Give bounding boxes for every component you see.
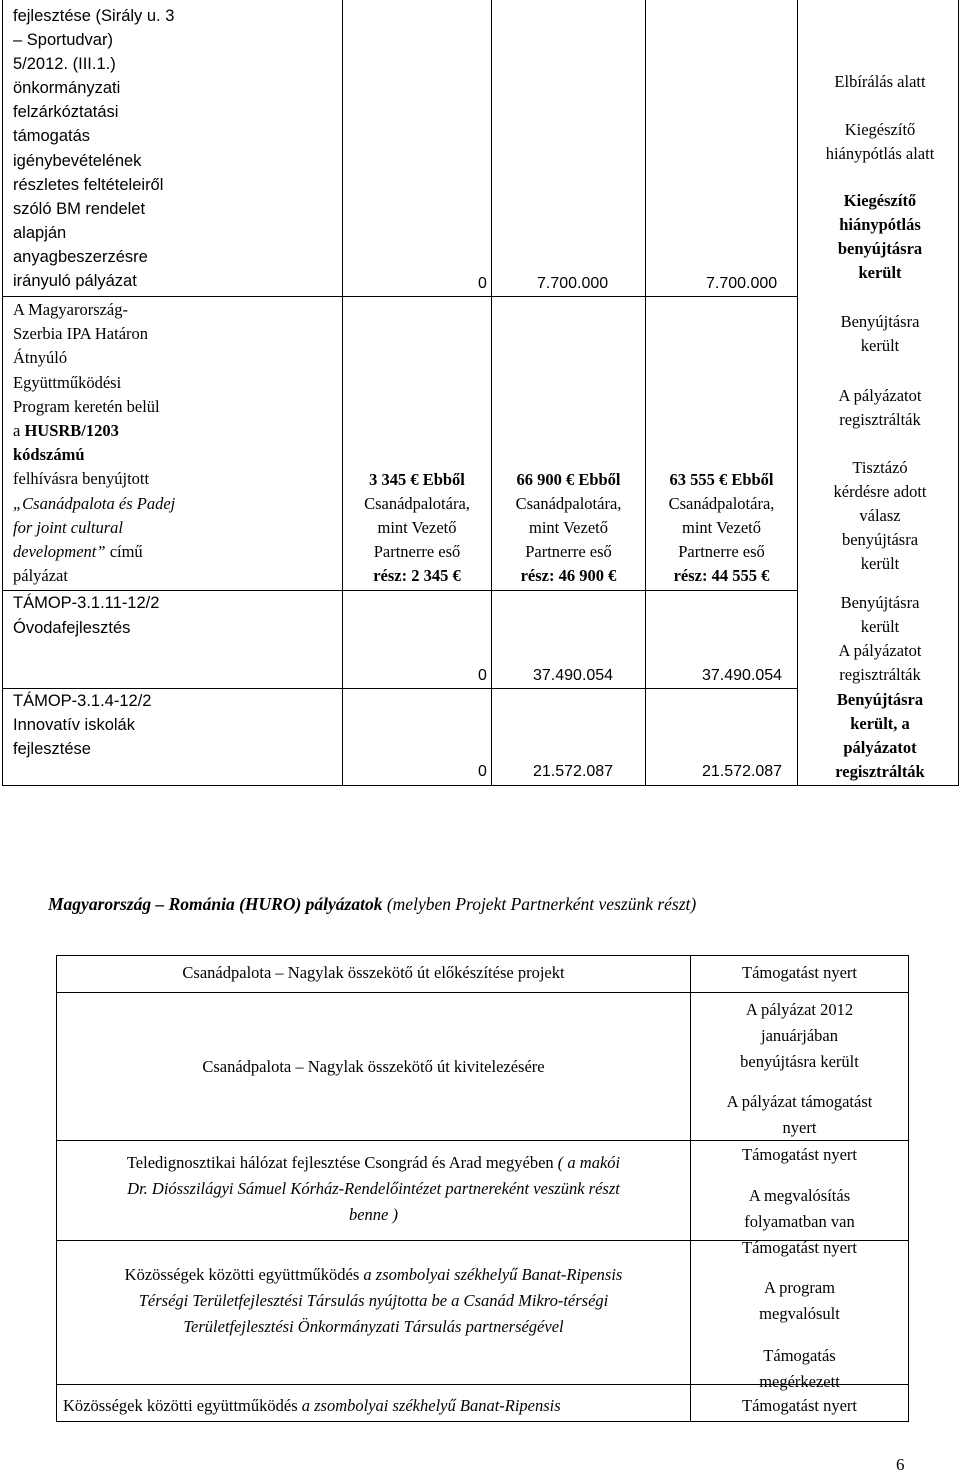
- project-line: Területfejlesztési Önkormányzati Társulás partnerségével: [183, 1317, 564, 1336]
- status-cell: [691, 997, 908, 1141]
- row-description: [13, 298, 338, 588]
- status-line: A pályázatot: [838, 641, 922, 660]
- status-line: Benyújtásra: [840, 593, 920, 612]
- amount-cell: 37.490.054: [533, 667, 614, 684]
- amount-line: 66 900 € Ebből: [516, 470, 621, 489]
- status-line: benyújtásra: [841, 530, 919, 549]
- project-note: ( a makói: [553, 1153, 621, 1172]
- table-border-right: [908, 955, 909, 1422]
- status-block: [800, 384, 960, 432]
- table-divider: [491, 0, 492, 785]
- table-border-left: [2, 0, 3, 785]
- amount-line: Csanádpalotára,: [668, 494, 775, 513]
- status-line: Benyújtásra: [840, 312, 920, 331]
- desc-line: szóló BM rendelet: [13, 199, 146, 218]
- status-line: A pályázatot: [838, 386, 922, 405]
- project-line: Dr. Diósszilágyi Sámuel Kórház-Rendelőintézet partnereként veszünk részt: [127, 1179, 620, 1198]
- status-line: került: [860, 336, 900, 355]
- desc-line: kódszámú: [13, 445, 85, 465]
- status-cell: Támogatást nyert: [741, 1396, 857, 1415]
- desc-line: 5/2012. (III.1.): [13, 55, 116, 74]
- status-line: regisztrálták: [835, 762, 925, 781]
- project-text: Teledignosztikai hálózat fejlesztése Csongrád és Arad megyében: [126, 1153, 554, 1172]
- desc-text: a: [13, 421, 25, 441]
- project-line: benne ): [348, 1205, 399, 1224]
- status-cell: [691, 1142, 908, 1235]
- desc-line: Óvodafejlesztés: [13, 618, 131, 637]
- status-line: A pályázat 2012: [745, 1000, 854, 1019]
- amount-line: mint Vezető: [529, 518, 608, 537]
- project-cell: [57, 1150, 690, 1228]
- status-line: benyújtásra került: [740, 1052, 859, 1071]
- desc-line: támogatás: [13, 127, 91, 146]
- amount-cell: 7.700.000: [537, 275, 609, 292]
- status-line: pályázatot: [843, 738, 917, 757]
- desc-line: irányuló pályázat: [13, 272, 137, 291]
- amount-cell: 37.490.054: [702, 667, 783, 684]
- status-line: nyert: [782, 1118, 817, 1137]
- desc-text: development”: [13, 542, 106, 562]
- row-description: [13, 591, 338, 640]
- section-heading-title: Magyarország – Románia (HURO) pályázatok: [48, 894, 383, 914]
- status-line: Benyújtásra: [836, 690, 924, 709]
- status-line: került: [860, 617, 900, 636]
- page-number: 6: [896, 1455, 905, 1474]
- project-text: a zsombolyai székhelyű Banat-Ripensis: [363, 1265, 623, 1284]
- amount-cell: [343, 468, 491, 588]
- project-text: Közösségek közötti együttműködés: [124, 1265, 364, 1284]
- row-description: [13, 689, 338, 762]
- status-line: regisztrálták: [839, 665, 921, 684]
- table-border-top: [56, 955, 909, 956]
- desc-line: pályázat: [13, 566, 68, 586]
- row-separator: [2, 296, 798, 297]
- desc-line: igénybevételének: [13, 151, 142, 170]
- table-divider: [645, 0, 646, 785]
- amount-line: mint Vezető: [682, 518, 761, 537]
- amount-line: Csanádpalotára,: [515, 494, 622, 513]
- desc-line: önkormányzati: [13, 79, 121, 98]
- amount-line: rész: 44 555 €: [673, 566, 770, 585]
- status-block: [800, 70, 960, 94]
- project-cell: [57, 1262, 690, 1340]
- desc-line: anyagbeszerzésre: [13, 247, 148, 266]
- status-line: Támogatást nyert: [741, 1145, 857, 1164]
- project-line: [57, 1150, 690, 1176]
- status-line: Tisztázó: [852, 458, 908, 477]
- status-block: [800, 118, 960, 166]
- project-cell: [63, 1394, 561, 1418]
- status-line: került: [858, 263, 902, 282]
- amount-cell: 7.700.000: [706, 275, 778, 292]
- huro-table: [0, 955, 960, 1425]
- table-divider: [797, 0, 798, 785]
- status-line: hiánypótlás: [839, 215, 921, 234]
- desc-line: Innovatív iskolák: [13, 716, 135, 735]
- project-cell: Csanádpalota – Nagylak összekötő út kivitelezésére: [202, 1057, 545, 1076]
- status-line: megérkezett: [759, 1372, 840, 1391]
- desc-line: TÁMOP-3.1.4-12/2: [13, 692, 152, 710]
- amount-line: rész: 46 900 €: [520, 566, 617, 585]
- desc-line: részletes feltételeiről: [13, 175, 164, 194]
- desc-line: [13, 419, 338, 443]
- amount-cell: 21.572.087: [702, 763, 783, 780]
- amount-line: mint Vezető: [377, 518, 457, 537]
- table-border-bottom: [56, 1421, 909, 1422]
- status-cell: [691, 1235, 908, 1395]
- status-block: [800, 310, 960, 358]
- status-line: A program: [763, 1278, 836, 1297]
- status-block: [800, 591, 960, 687]
- amount-line: rész: 2 345 €: [373, 566, 461, 585]
- section-heading: [48, 892, 696, 916]
- amount-line: Partnerre eső: [678, 542, 765, 561]
- project-cell: Csanádpalota – Nagylak összekötő út előkészítése projekt: [182, 963, 565, 982]
- amount-line: 63 555 € Ebből: [669, 470, 774, 489]
- amount-cell: [646, 468, 797, 588]
- desc-line: for joint cultural: [13, 517, 124, 537]
- status-line: hiánypótlás alatt: [825, 144, 935, 163]
- desc-line: „Csanádpalota és Padej: [13, 493, 176, 513]
- amount-cell: 0: [478, 275, 487, 292]
- desc-line: Szerbia IPA Határon: [13, 324, 149, 344]
- desc-line: felzárkóztatási: [13, 103, 119, 122]
- status-line: kérdésre adott: [833, 482, 927, 501]
- project-text: a zsombolyai székhelyű Banat-Ripensis: [301, 1396, 561, 1415]
- status-line: került, a: [850, 714, 910, 733]
- status-line: Támogatást nyert: [741, 1238, 857, 1257]
- status-line: A pályázat támogatást: [726, 1092, 873, 1111]
- status-line: januárjában: [761, 1026, 838, 1045]
- amount-line: Partnerre eső: [525, 542, 612, 561]
- desc-line: A Magyarország-: [13, 300, 129, 319]
- desc-text: című: [105, 542, 143, 562]
- status-line: került: [860, 554, 900, 573]
- desc-line: Átnyúló: [13, 348, 68, 368]
- desc-line: TÁMOP-3.1.11-12/2: [13, 594, 160, 612]
- status-line: regisztrálták: [839, 410, 921, 429]
- status-block: [800, 456, 960, 576]
- desc-line: – Sportudvar): [13, 31, 113, 50]
- table-border-bottom: [2, 785, 959, 786]
- project-line: [57, 1262, 690, 1288]
- desc-line: fejlesztése (Sirály u. 3: [13, 7, 175, 25]
- status-line: válasz: [859, 506, 901, 525]
- status-line: Támogatás: [763, 1346, 836, 1365]
- status-line: Elbírálás alatt: [834, 72, 926, 91]
- status-block: [800, 189, 960, 285]
- amount-cell: 0: [478, 763, 487, 780]
- desc-line: [13, 540, 338, 564]
- status-line: Kiegészítő: [844, 120, 916, 139]
- project-code: HUSRB/1203: [24, 421, 119, 441]
- status-cell: Támogatást nyert: [741, 963, 857, 982]
- status-line: folyamatban van: [744, 1212, 855, 1231]
- row-description: [13, 4, 338, 293]
- amount-line: Csanádpalotára,: [364, 494, 470, 513]
- status-line: benyújtásra: [837, 239, 923, 258]
- project-line: Térségi Területfejlesztési Társulás nyújtotta be a Csanád Mikro-térségi: [138, 1291, 609, 1310]
- table-divider: [342, 0, 343, 785]
- desc-line: alapján: [13, 223, 67, 242]
- desc-line: fejlesztése: [13, 740, 91, 759]
- section-heading-note: (melyben Projekt Partnerként veszünk részt): [382, 894, 697, 914]
- amount-cell: 21.572.087: [533, 763, 614, 780]
- project-text: Közösségek közötti együttműködés: [63, 1396, 302, 1415]
- amount-cell: [492, 468, 645, 588]
- desc-line: Együttműködési: [13, 372, 122, 392]
- amount-line: Partnerre eső: [373, 542, 461, 561]
- amount-cell: 0: [478, 667, 487, 684]
- status-line: A megvalósítás: [748, 1186, 851, 1205]
- status-line: megvalósult: [759, 1304, 840, 1323]
- desc-line: Program keretén belül: [13, 396, 160, 416]
- row-separator: [56, 992, 909, 993]
- status-line: Kiegészítő: [843, 191, 917, 210]
- status-block: [800, 688, 960, 784]
- amount-line: 3 345 € Ebből: [369, 470, 465, 489]
- desc-line: felhívásra benyújtott: [13, 469, 150, 489]
